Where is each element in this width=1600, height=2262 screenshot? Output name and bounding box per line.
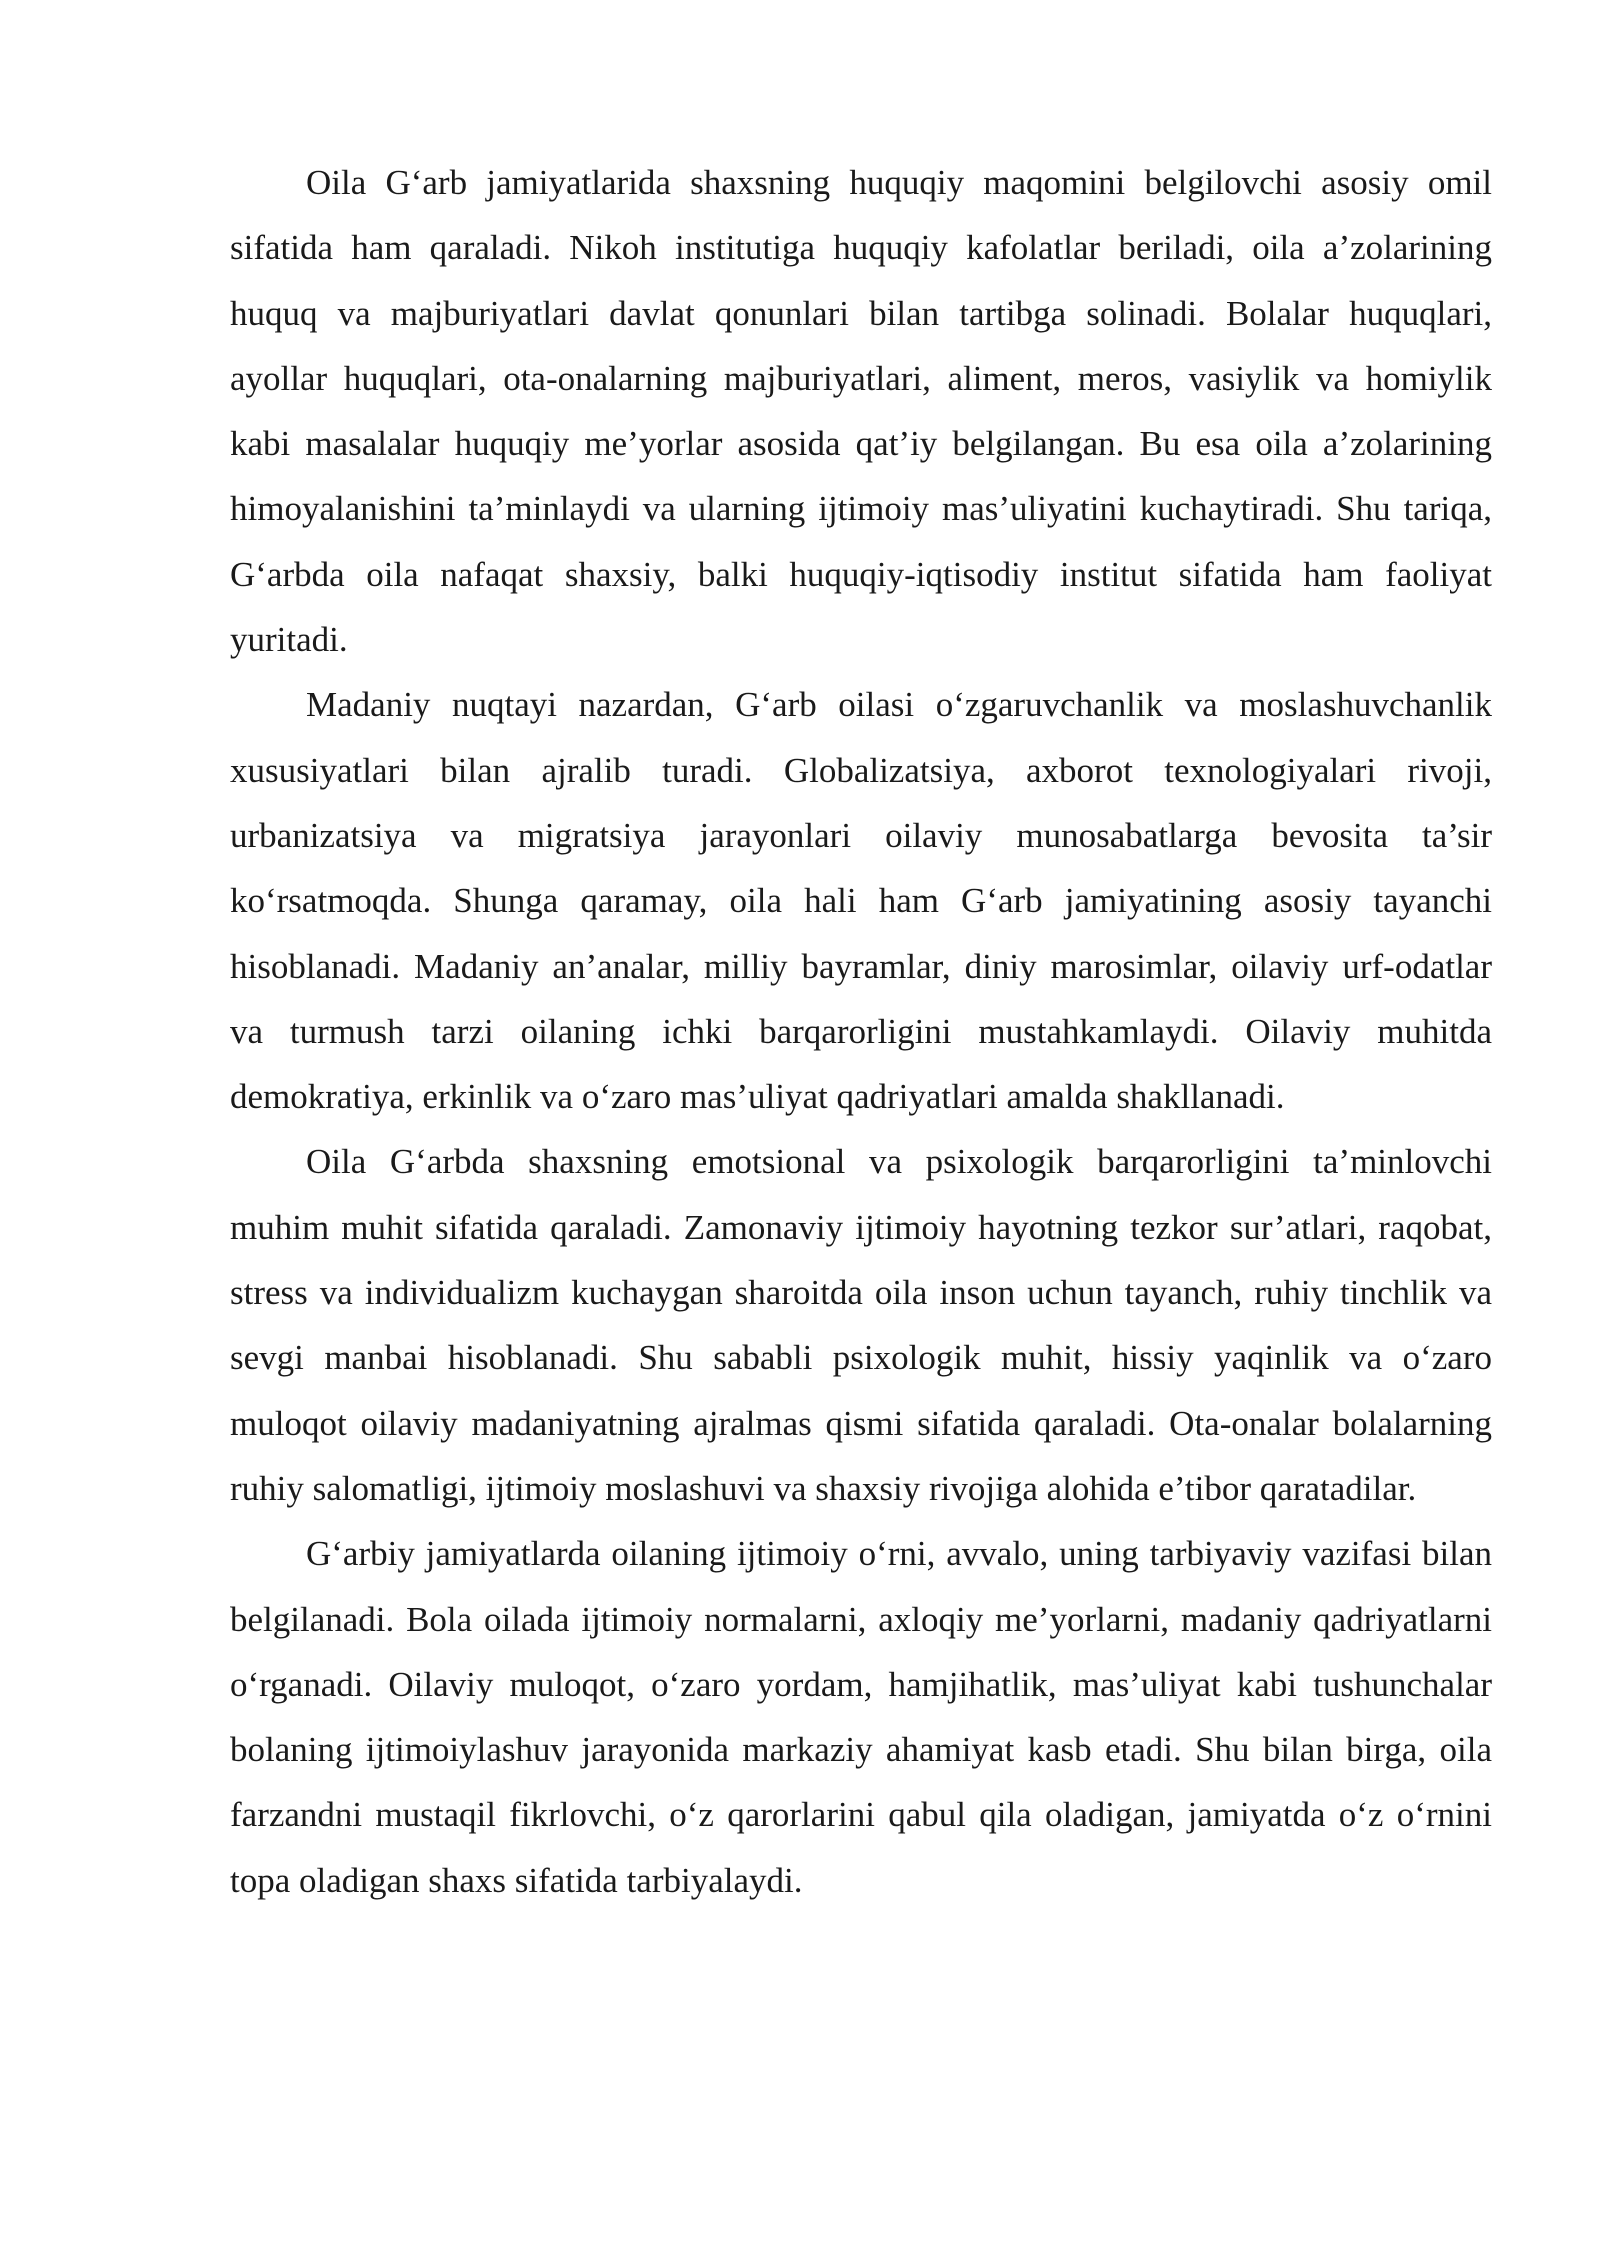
- paragraph-1: Oila G‘arb jamiyatlarida shaxsning huquqiy maqomini belgilovchi asosiy omil sifatida ham qaraladi. Nikoh institutiga huquqiy kafolatlar beriladi, oila a’zolarining huquq va majburiyatlari davlat qonunlari bilan tartibga solinadi. Bolalar huquqlari, ayollar huquqlari, ota-onalarning majburiyatlari, aliment, meros, vasiylik va homiylik kabi masalalar huquqiy me’yorlar asosida qat’iy belgilangan. Bu esa oila a’zolarining himoyalanishini ta’minlaydi va ularning ijtimoiy mas’uliyatini kuchaytiradi. Shu tariqa, G‘arbda oila nafaqat shaxsiy, balki huquqiy-iqtisodiy institut sifatida ham faoliyat yuritadi.: [230, 163, 1492, 660]
- paragraph-2: Madaniy nuqtayi nazardan, G‘arb oilasi o‘zgaruvchanlik va moslashuvchanlik xususiyatlari bilan ajralib turadi. Globalizatsiya, axborot texnologiyalari rivoji, urbanizatsiya va migratsiya jarayonlari oilaviy munosabatlarga bevosita ta’sir ko‘rsatmoqda. Shunga qaramay, oila hali ham G‘arb jamiyatining asosiy tayanchi hisoblanadi. Madaniy an’analar, milliy bayramlar, diniy marosimlar, oilaviy urf-odatlar va turmush tarzi oilaning ichki barqarorligini mustahkamlaydi. Oilaviy muhitda demokratiya, erkinlik va o‘zaro mas’uliyat qadriyatlari amalda shakllanadi.: [230, 685, 1492, 1117]
- body-text: [230, 150, 1492, 1913]
- paragraph-3: Oila G‘arbda shaxsning emotsional va psixologik barqarorligini ta’minlovchi muhim muhit sifatida qaraladi. Zamonaviy ijtimoiy hayotning tezkor sur’atlari, raqobat, stress va individualizm kuchaygan sharoitda oila inson uchun tayanch, ruhiy tinchlik va sevgi manbai hisoblanadi. Shu sababli psixologik muhit, hissiy yaqinlik va o‘zaro muloqot oilaviy madaniyatning ajralmas qismi sifatida qaraladi. Ota-onalar bolalarning ruhiy salomatligi, ijtimoiy moslashuvi va shaxsiy rivojiga alohida e’tibor qaratadilar.: [230, 1142, 1492, 1508]
- paragraph-4: G‘arbiy jamiyatlarda oilaning ijtimoiy o‘rni, avvalo, uning tarbiyaviy vazifasi bilan belgilanadi. Bola oilada ijtimoiy normalarni, axloqiy me’yorlarni, madaniy qadriyatlarni o‘rganadi. Oilaviy muloqot, o‘zaro yordam, hamjihatlik, mas’uliyat kabi tushunchalar bolaning ijtimoiylashuv jarayonida markaziy ahamiyat kasb etadi. Shu bilan birga, oila farzandni mustaqil fikrlovchi, o‘z qarorlarini qabul qila oladigan, jamiyatda o‘z o‘rnini topa oladigan shaxs sifatida tarbiyalaydi.: [230, 1534, 1492, 1900]
